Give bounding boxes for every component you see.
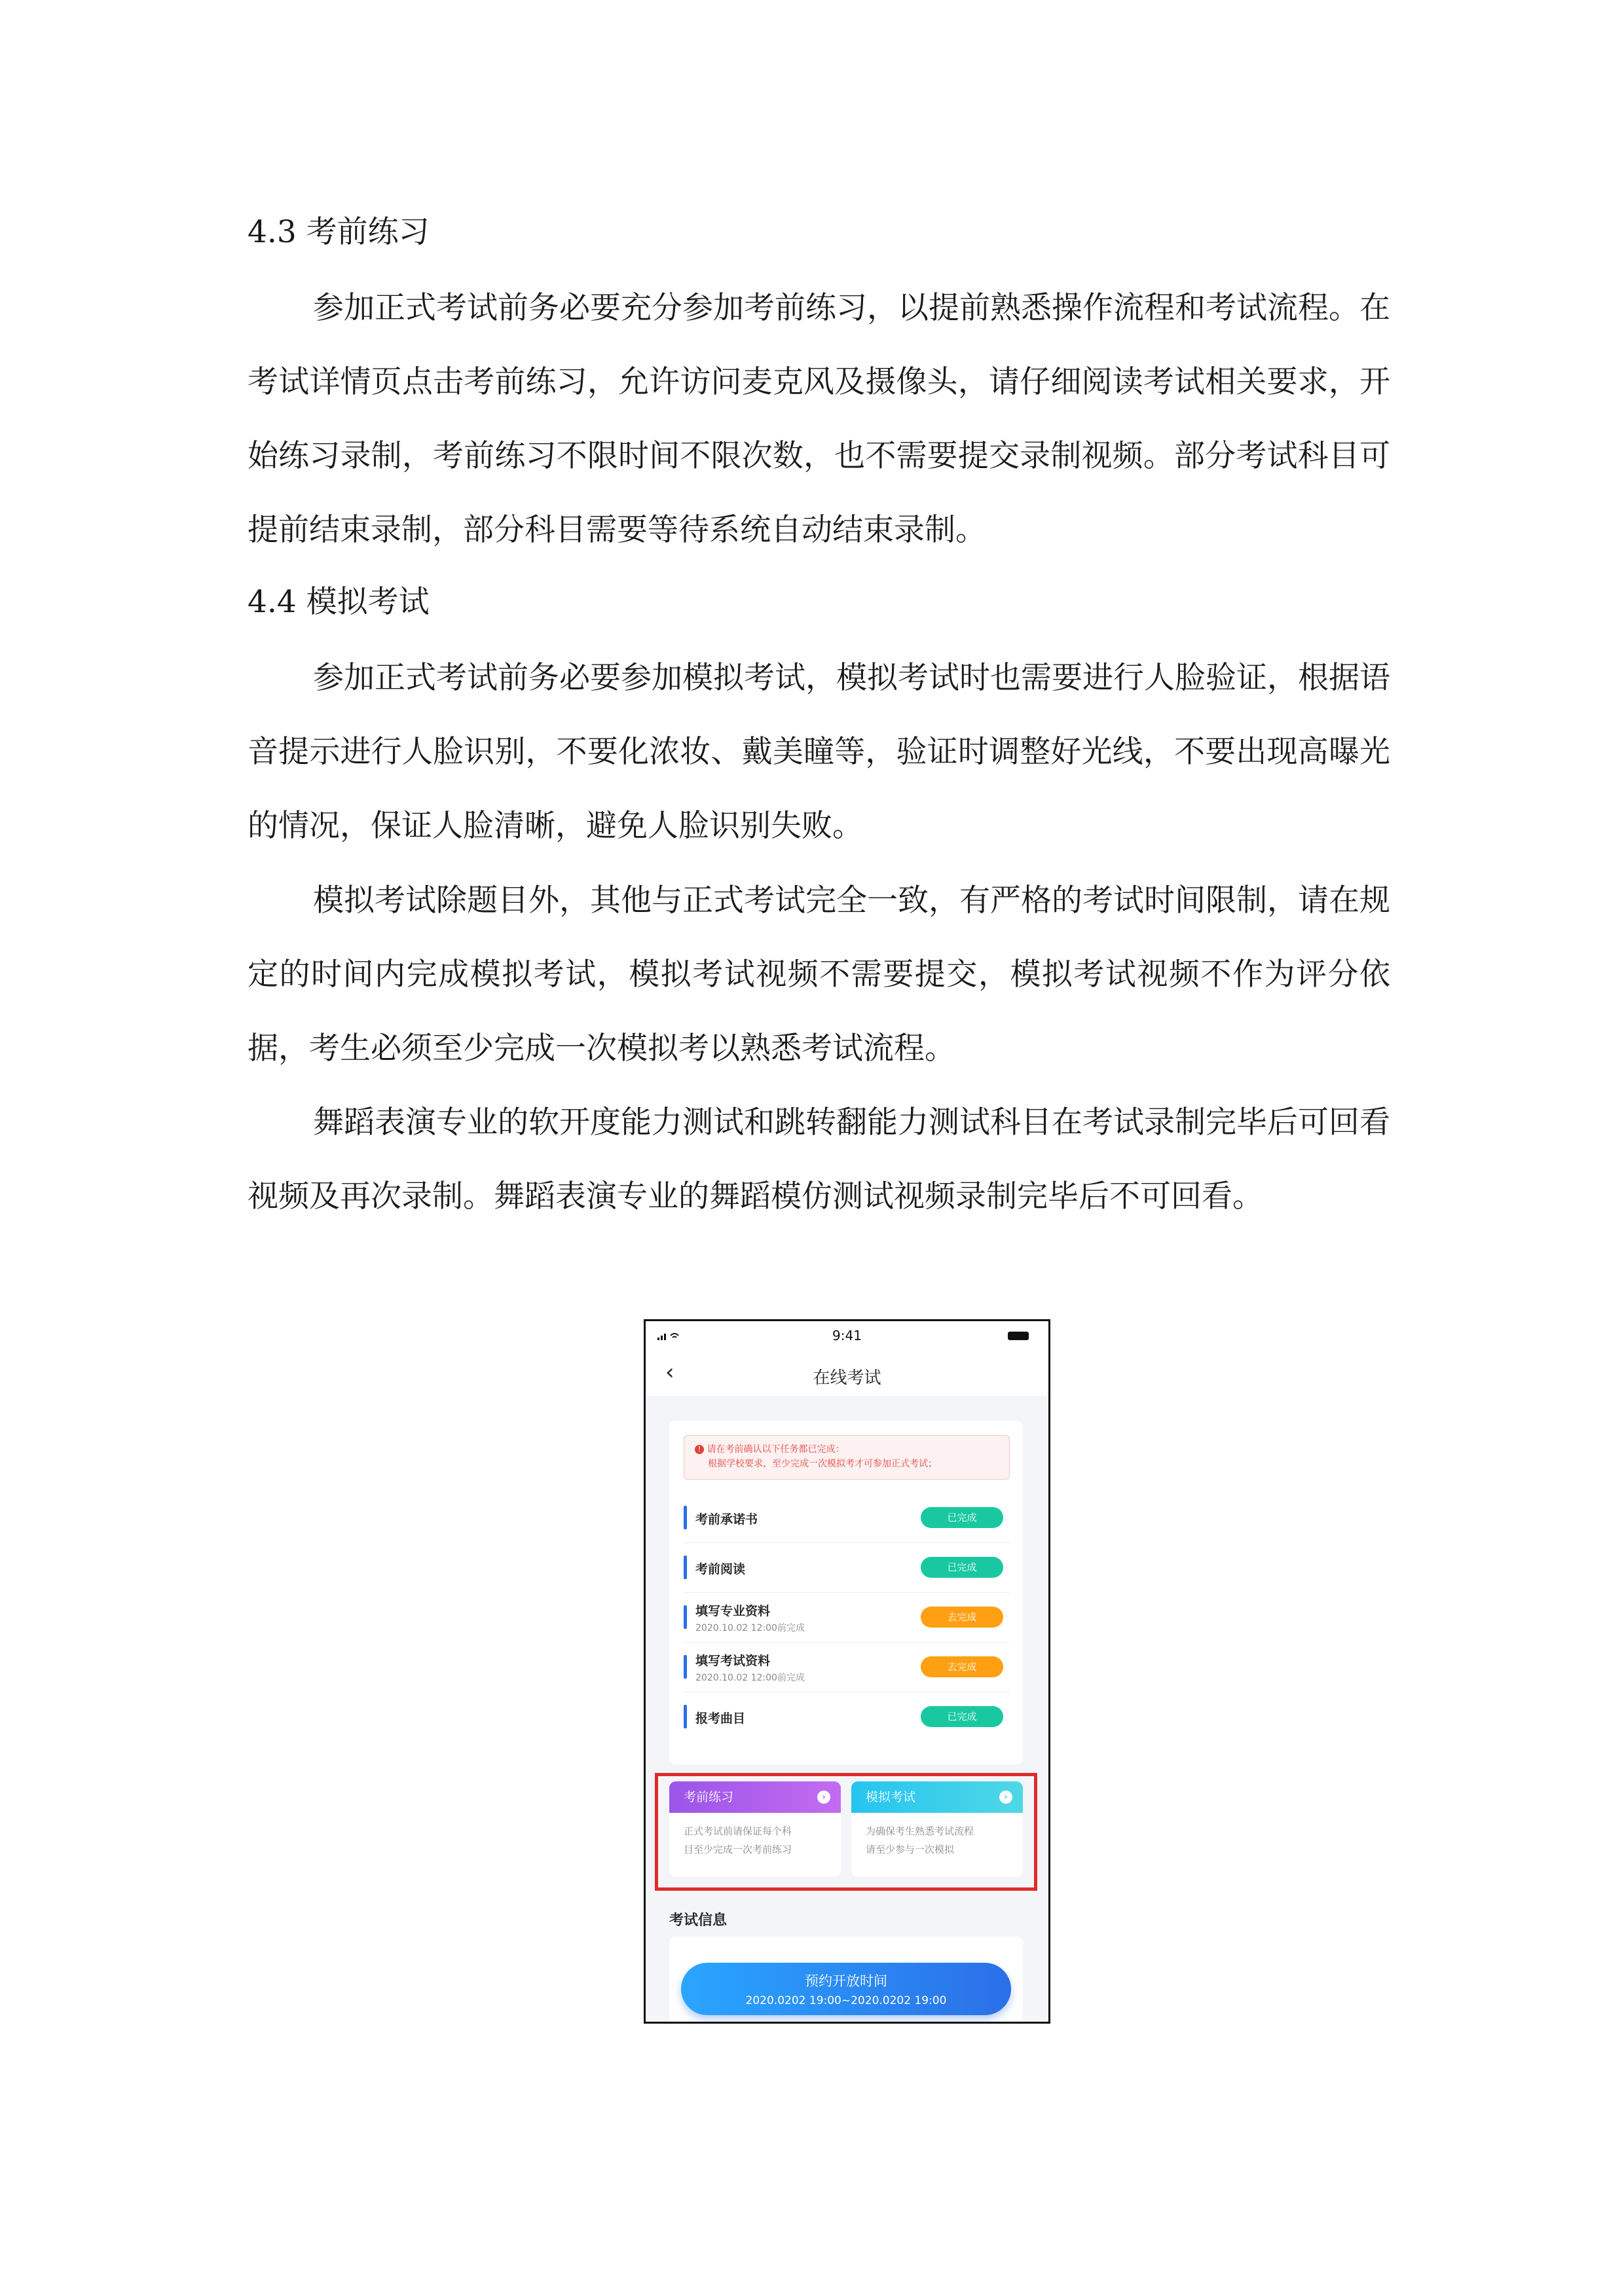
- practice-desc-1: 正式考试前请保证每个科: [684, 1825, 792, 1837]
- notice-line-1: 请在考前确认以下任务都已完成：: [707, 1444, 845, 1455]
- notice-box: [684, 1435, 1010, 1480]
- task-name: 填写考试资料: [695, 1654, 771, 1668]
- paragraph-dance-recording: 舞蹈表演专业的软开度能力测试和跳转翻能力测试科目在考试录制完毕后可回看视频及再次录制。舞蹈表演专业的舞蹈模仿测试视频录制完毕后不可回看。: [248, 1104, 1390, 1214]
- status-badge[interactable]: 去完成: [921, 1607, 1003, 1628]
- warning-icon: !: [695, 1445, 704, 1454]
- status-badge[interactable]: 已完成: [921, 1507, 1003, 1528]
- notice-line-2: 根据学校要求，至少完成一次模拟考才可参加正式考试；: [708, 1459, 937, 1469]
- chevron-right-icon: ›: [817, 1791, 830, 1804]
- exam-info-card: [669, 1937, 1023, 2024]
- task-item[interactable]: [684, 1542, 1010, 1593]
- schedule-label: 预约开放时间: [805, 1973, 887, 1989]
- task-name: 填写专业资料: [695, 1604, 771, 1618]
- status-badge[interactable]: 已完成: [921, 1557, 1003, 1578]
- task-name: 报考曲目: [695, 1711, 746, 1726]
- task-item[interactable]: [684, 1493, 1010, 1543]
- practice-desc-2: 目至少完成一次考前练习: [684, 1844, 792, 1855]
- phone-screenshot: [644, 1319, 1050, 2024]
- nav-title: 在线考试: [813, 1368, 881, 1388]
- section-heading-4-3: 4.3 考前练习: [248, 214, 430, 250]
- task-marker: [684, 1655, 687, 1679]
- section-heading-4-4: 4.4 模拟考试: [248, 584, 430, 620]
- task-item[interactable]: [684, 1592, 1010, 1643]
- status-badge[interactable]: 去完成: [921, 1656, 1003, 1677]
- paragraph-practice: 参加正式考试前务必要充分参加考前练习，以提前熟悉操作流程和考试流程。在考试详情页点击考前练习，允许访问麦克风及摄像头，请仔细阅读考试相关要求，开始练习录制，考前练习不限时间不限次数，也不需要提交录制视频。部分考试科目可提前结束录制，部分科目需要等待系统自动结束录制。: [248, 290, 1390, 548]
- task-item[interactable]: [684, 1642, 1010, 1692]
- practice-title: 考前练习: [684, 1790, 734, 1804]
- task-card: [669, 1421, 1023, 1764]
- status-badge[interactable]: 已完成: [921, 1706, 1003, 1727]
- task-name: 考前承诺书: [695, 1512, 758, 1527]
- task-name: 考前阅读: [695, 1562, 746, 1576]
- paragraph-mock-rules: 模拟考试除题目外，其他与正式考试完全一致，有严格的考试时间限制，请在规定的时间内完成模拟考试，模拟考试视频不需要提交，模拟考试视频不作为评分依据，考生必须至少完成一次模拟考以熟悉考试流程。: [248, 883, 1390, 1066]
- schedule-time: 2020.0202 19:00~2020.0202 19:00: [745, 1994, 947, 2007]
- task-marker: [684, 1605, 687, 1629]
- task-marker: [684, 1506, 687, 1529]
- task-deadline: 2020.10.02 12:00前完成: [695, 1623, 805, 1633]
- status-bar: [646, 1321, 1048, 1350]
- battery-icon: [1008, 1332, 1029, 1340]
- highlight-frame: [655, 1773, 1037, 1891]
- paragraph-mock-exam: 参加正式考试前务必要参加模拟考试，模拟考试时也需要进行人脸验证，根据语音提示进行人脸识别，不要化浓妆、戴美瞳等，验证时调整好光线，不要出现高曝光的情况，保证人脸清晰，避免人脸识别失败。: [248, 660, 1390, 844]
- task-marker: [684, 1705, 687, 1728]
- task-item[interactable]: [684, 1692, 1010, 1741]
- mock-desc-1: 为确保考生熟悉考试流程: [866, 1825, 974, 1837]
- status-time: 9:41: [832, 1328, 862, 1343]
- mock-desc-2: 请至少参与一次模拟: [866, 1844, 955, 1855]
- mock-exam-title: 模拟考试: [866, 1790, 916, 1804]
- task-deadline: 2020.10.02 12:00前完成: [695, 1673, 805, 1683]
- exam-info-title: 考试信息: [669, 1912, 728, 1929]
- task-marker: [684, 1556, 687, 1579]
- nav-bar: [646, 1350, 1048, 1396]
- back-arrow-icon[interactable]: ‹: [665, 1359, 674, 1385]
- chevron-right-icon: ›: [999, 1791, 1012, 1804]
- schedule-button[interactable]: [681, 1963, 1011, 2015]
